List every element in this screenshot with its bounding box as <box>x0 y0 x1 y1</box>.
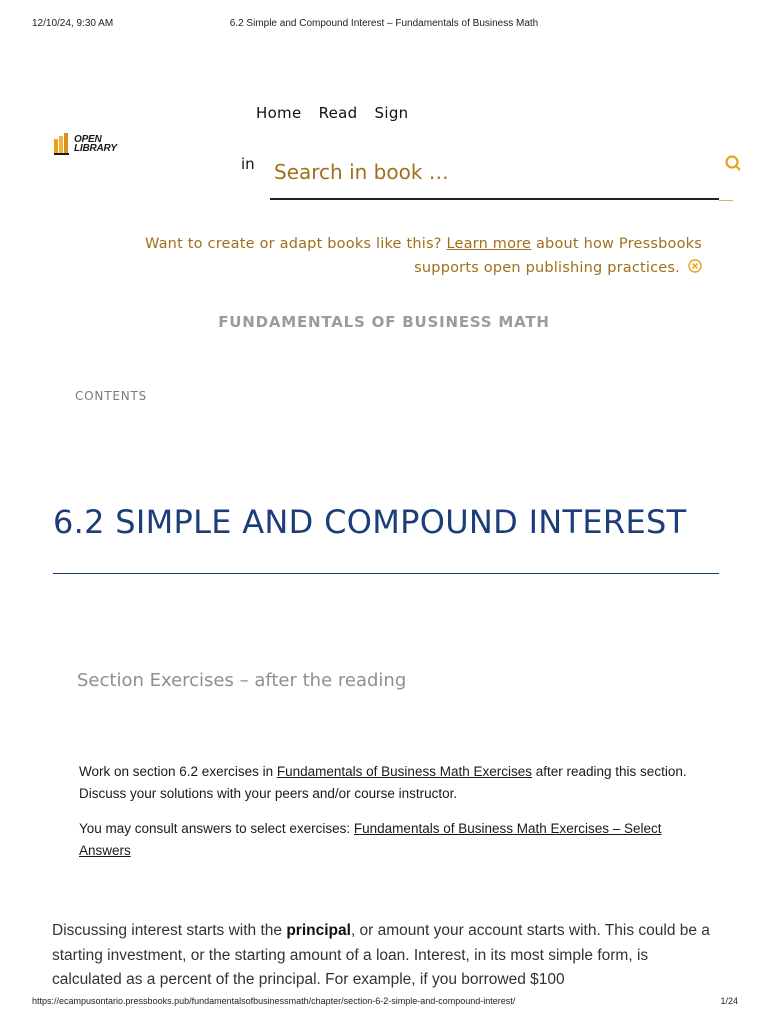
principal-term: principal <box>286 922 351 939</box>
body-paragraph: Discussing interest starts with the principal, or amount your account starts with. This could be a starting investment, or the starting amount of a loan. Interest, in its most simple form, is calculated as a percent of the principal. For example, if you borrowed $100 <box>52 922 710 988</box>
contents-toggle[interactable]: CONTENTS <box>75 389 148 403</box>
nav-sign-in-link[interactable]: Sign <box>374 104 409 122</box>
chapter-title: 6.2 SIMPLE AND COMPOUND INTEREST <box>53 503 687 541</box>
print-footer-url: https://ecampusontario.pressbooks.pub/fundamentalsofbusinessmath/chapter/section-6-2-simple-and-compound-interest/ <box>32 996 516 1006</box>
logo-text: OPEN LIBRARY <box>74 134 117 154</box>
print-page-title: 6.2 Simple and Compound Interest – Fundamentals of Business Math <box>229 18 539 29</box>
print-datetime: 12/10/24, 9:30 AM <box>32 18 114 29</box>
main-nav <box>256 104 420 122</box>
open-library-logo[interactable] <box>54 133 134 159</box>
nav-read-link[interactable]: Read <box>318 104 358 122</box>
search-input[interactable] <box>270 146 719 200</box>
nav-sign-in-continued[interactable]: in <box>241 155 255 173</box>
exercises-paragraph: Work on section 6.2 exercises in Fundamentals of Business Math Exercises after reading this section. Discuss your solutions with your peers and/or course instructor. <box>79 764 687 801</box>
answers-paragraph: You may consult answers to select exercises: Fundamentals of Business Math Exercises – Select Answers <box>79 821 662 858</box>
search-icon[interactable] <box>724 154 740 172</box>
print-page-number: 1/24 <box>720 996 738 1006</box>
exercises-link[interactable]: Fundamentals of Business Math Exercises <box>276 764 532 779</box>
nav-home-link[interactable]: Home <box>256 104 302 122</box>
close-icon[interactable] <box>688 259 702 273</box>
pressbooks-promo: Want to create or adapt books like this? Learn more about how Pressbooks supports open publishing practices. <box>144 236 702 276</box>
book-logo-icon <box>54 133 70 155</box>
book-title[interactable]: FUNDAMENTALS OF BUSINESS MATH <box>218 313 550 331</box>
title-divider <box>53 573 719 574</box>
learn-more-link[interactable]: Learn more <box>446 236 532 252</box>
search-underline <box>719 200 733 201</box>
exercises-heading: Section Exercises – after the reading <box>77 670 407 691</box>
answers-link[interactable]: Fundamentals of Business Math Exercises – Select Answers <box>79 821 662 858</box>
